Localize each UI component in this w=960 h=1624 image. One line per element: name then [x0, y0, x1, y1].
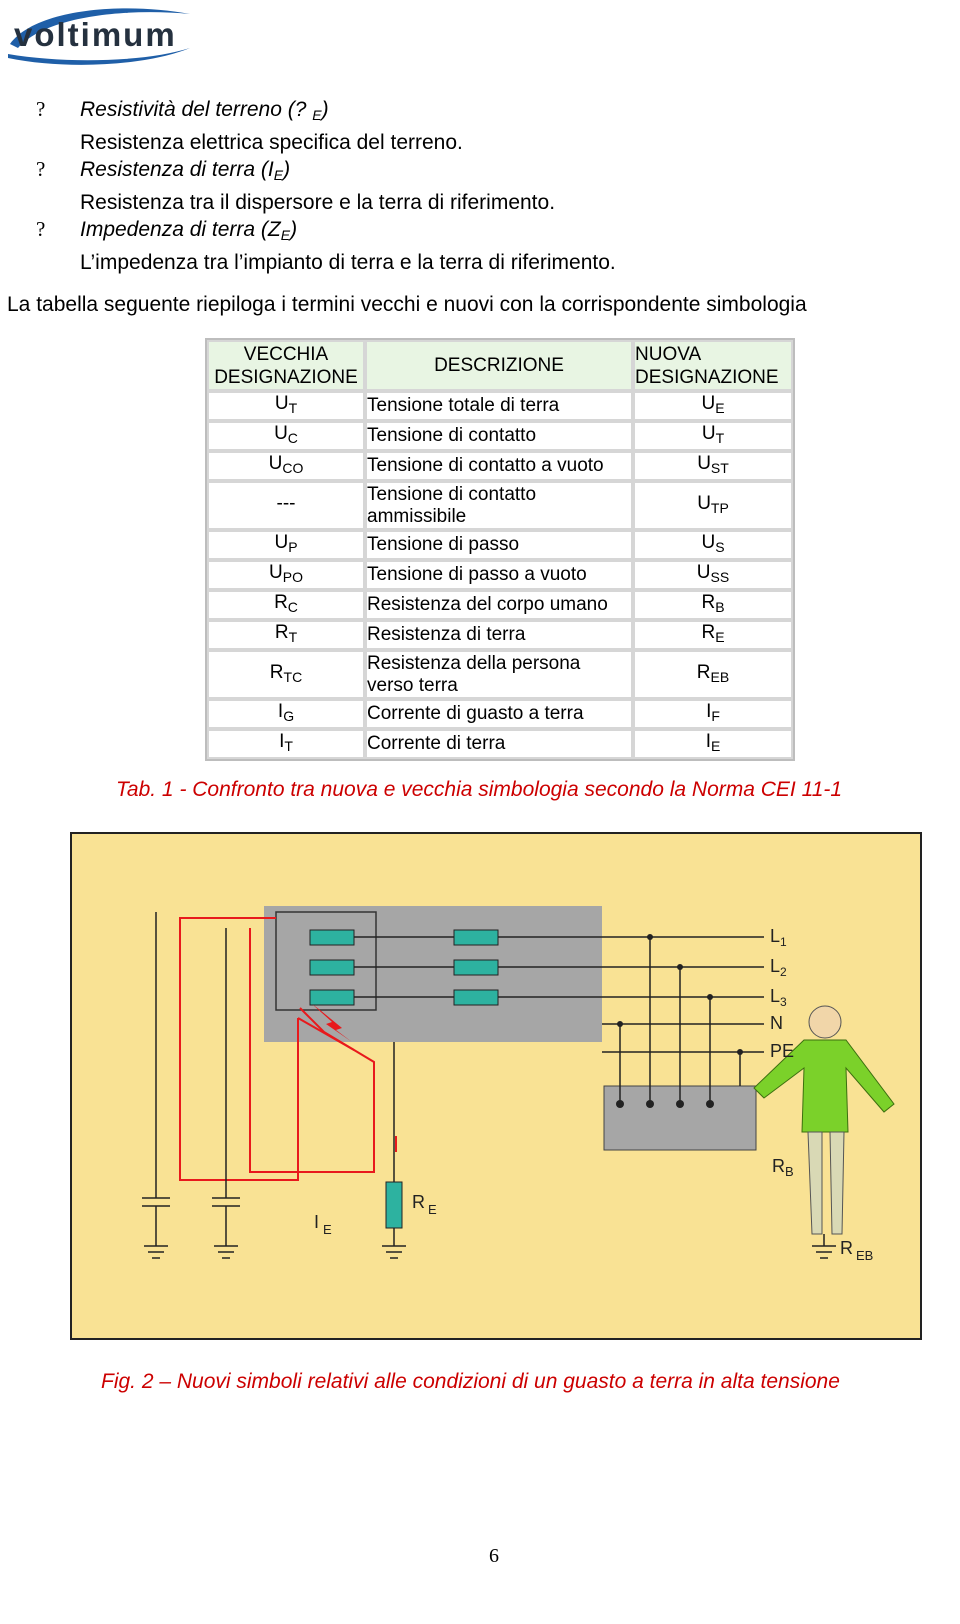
- definition-title-3: ? Impedenza di terra $(Z_E)$: [36, 216, 916, 249]
- definition-desc-1: Resistenza elettrica specifica del terreno.: [80, 131, 463, 154]
- cell-old: $U_{CO}$: [207, 451, 365, 481]
- table-row: [207, 560, 793, 590]
- earth-resistor: [386, 1182, 402, 1228]
- label-ie: I $_E$: [314, 1212, 332, 1237]
- cell-desc: Resistenza del corpo umano: [365, 590, 633, 620]
- figure-caption: Fig. 2 – Nuovi simboli relativi alle condizioni di un guasto a terra in alta tensione: [101, 1370, 840, 1393]
- table-row: [207, 451, 793, 481]
- header-old: VECCHIA DESIGNAZIONE: [207, 340, 365, 391]
- cell-desc: Resistenza di terra: [365, 620, 633, 650]
- line-label-l1: $L_1$: [770, 926, 787, 949]
- cell-desc: Tensione di passo: [365, 530, 633, 560]
- cell-desc: Corrente di guasto a terra: [365, 699, 633, 729]
- table-header-row: [207, 340, 793, 391]
- table-row: [207, 590, 793, 620]
- cell-old: $I_G$: [207, 699, 365, 729]
- cell-new: $U_T$: [633, 421, 793, 451]
- cell-old: $R_C$: [207, 590, 365, 620]
- cell-old: $I_T$: [207, 729, 365, 759]
- symbols-table: [205, 338, 795, 761]
- page-number: 6: [489, 1545, 499, 1567]
- cell-old: $U_{PO}$: [207, 560, 365, 590]
- intro-paragraph: La tabella seguente riepiloga i termini vecchi e nuovi con la corrispondente simbologia: [7, 293, 807, 316]
- line-label-n: N: [770, 1013, 783, 1033]
- cell-old: $U_C$: [207, 421, 365, 451]
- label-reb: R $_{EB}$: [840, 1238, 874, 1263]
- definition-desc-3: L’impedenza tra l’impianto di terra e la terra di riferimento.: [80, 251, 616, 274]
- cell-old: $R_T$: [207, 620, 365, 650]
- line-label-l2: $L_2$: [770, 956, 787, 979]
- cell-desc: Tensione di passo a vuoto: [365, 560, 633, 590]
- voltimum-logo: [6, 4, 192, 68]
- cell-new: $U_E$: [633, 391, 793, 421]
- definition-title-1: ? Resistività del terreno (? $_E$): [36, 96, 916, 129]
- definition-desc-2: Resistenza tra il dispersore e la terra di riferimento.: [80, 191, 556, 214]
- cell-old: $U_T$: [207, 391, 365, 421]
- logo-text: voltimum: [14, 16, 177, 53]
- cell-new: $U_S$: [633, 530, 793, 560]
- earth-fault-diagram: [70, 832, 922, 1340]
- bullet-marker: ?: [36, 157, 46, 181]
- table-row: [207, 421, 793, 451]
- line-label-pe: PE: [770, 1041, 795, 1061]
- cell-desc: Tensione di contatto ammissibile: [365, 481, 633, 530]
- label-rb: $R_B$: [772, 1156, 794, 1179]
- table-row: [207, 729, 793, 759]
- definition-title-2: ? Resistenza di terra $(I_E)$: [36, 156, 916, 189]
- line-label-l3: $L_3$: [770, 986, 787, 1009]
- cell-old: $R_{TC}$: [207, 650, 365, 699]
- cell-new: $R_{EB}$: [633, 650, 793, 699]
- header-desc: DESCRIZIONE: [365, 340, 633, 391]
- cell-old: $U_P$: [207, 530, 365, 560]
- cell-new: $R_B$: [633, 590, 793, 620]
- cell-new: $I_F$: [633, 699, 793, 729]
- definitions-list: [36, 96, 916, 276]
- cell-new: $R_E$: [633, 620, 793, 650]
- table-row: [207, 530, 793, 560]
- cell-new: $U_{SS}$: [633, 560, 793, 590]
- cell-new: $U_{TP}$: [633, 481, 793, 530]
- table-row: [207, 481, 793, 530]
- cell-desc: Corrente di terra: [365, 729, 633, 759]
- header-new: NUOVA DESIGNAZIONE: [633, 340, 793, 391]
- label-re: R $_E$: [412, 1192, 437, 1217]
- cell-old: ---: [207, 481, 365, 530]
- table-row: [207, 650, 793, 699]
- table-row: [207, 620, 793, 650]
- cell-new: $U_{ST}$: [633, 451, 793, 481]
- bullet-marker: ?: [36, 97, 46, 121]
- table-row: [207, 391, 793, 421]
- bullet-marker: ?: [36, 217, 46, 241]
- cell-desc: Resistenza della persona verso terra: [365, 650, 633, 699]
- cell-desc: Tensione totale di terra: [365, 391, 633, 421]
- cell-desc: Tensione di contatto a vuoto: [365, 451, 633, 481]
- cell-new: $I_E$: [633, 729, 793, 759]
- table-row: [207, 699, 793, 729]
- table-caption: Tab. 1 - Confronto tra nuova e vecchia simbologia secondo la Norma CEI 11-1: [116, 778, 843, 801]
- cell-desc: Tensione di contatto: [365, 421, 633, 451]
